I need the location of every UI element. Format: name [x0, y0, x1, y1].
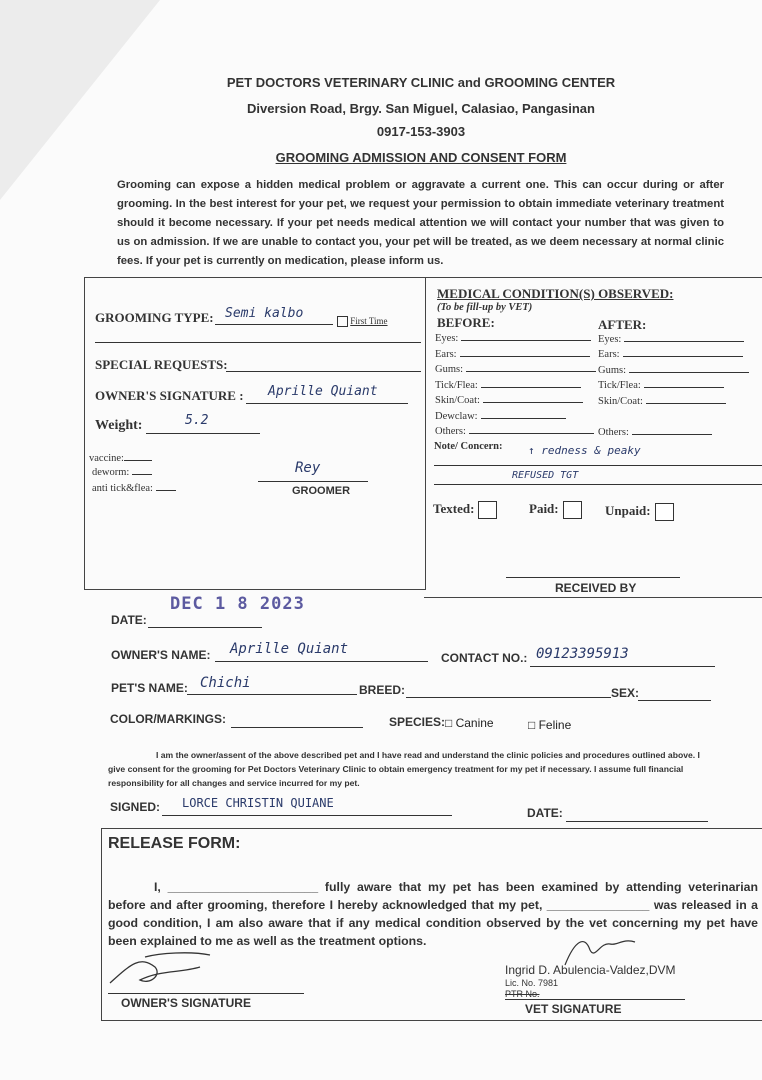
unpaid-field[interactable]: Unpaid:: [605, 503, 674, 521]
medical-title: MEDICAL CONDITION(S) OBSERVED:: [437, 286, 674, 301]
first-time-checkbox[interactable]: [337, 316, 388, 327]
after-item[interactable]: Tick/Flea:: [598, 380, 724, 391]
before-item[interactable]: Skin/Coat:: [435, 395, 583, 406]
after-label: AFTER:: [598, 317, 647, 332]
release-title: RELEASE FORM:: [108, 835, 241, 852]
before-item[interactable]: Tick/Flea:: [435, 380, 581, 391]
pet-name-value[interactable]: Chichi: [200, 675, 251, 691]
before-item[interactable]: Gums:: [435, 364, 596, 375]
owner-signature-value[interactable]: Aprille Quiant: [268, 384, 378, 399]
vet-name: Ingrid D. Abulencia-Valdez,DVM: [505, 963, 676, 977]
groomer-label: GROOMER: [292, 485, 351, 497]
owner-name-value[interactable]: Aprille Quiant: [230, 641, 349, 657]
owner-signature-scribble: [100, 945, 220, 995]
signed-value[interactable]: LORCE CHRISTIN QUIANE: [182, 796, 334, 810]
before-item[interactable]: Ears:: [435, 349, 590, 360]
paid-field[interactable]: Paid:: [529, 501, 582, 519]
groomer-signature[interactable]: Rey: [295, 460, 321, 476]
note-label: Note/ Concern:: [434, 441, 503, 452]
clinic-phone: 0917-153-3903: [376, 124, 466, 139]
after-item[interactable]: Eyes:: [598, 334, 744, 345]
owner-signature-label: OWNER'S SIGNATURE :: [95, 388, 244, 403]
folded-corner: [0, 0, 160, 200]
sex-label: SEX:: [611, 686, 640, 700]
signed-date-label: DATE:: [527, 806, 563, 820]
vaccine-label: vaccine:: [89, 453, 152, 464]
first-time-label: First Time: [350, 316, 388, 326]
deworm-label: deworm:: [92, 467, 152, 478]
intro-paragraph: Grooming can expose a hidden medical problem or aggravate a current one. This can occur during or after grooming. In the best interest for your pet, we request your permission to obtain immediate veterinary treatment should it become necessary. If your pet needs medical attention we will contact your number that was given to us on admission. If we are unable to contact you, your pet will be treated, as we deem necessary at normal clinic fees. If your pet is currently on medication, please inform us.: [117, 179, 724, 267]
weight-value[interactable]: 5.2: [185, 413, 209, 428]
after-item[interactable]: Others:: [598, 427, 712, 438]
date-stamp: DEC 1 8 2023: [170, 594, 305, 614]
species-label: SPECIES:: [389, 715, 446, 729]
vet-ptr: PTR No.: [505, 989, 540, 999]
owner-signature-label-release: OWNER'S SIGNATURE: [121, 996, 251, 1010]
breed-label: BREED:: [359, 683, 406, 697]
medical-subtitle: (To be fill-up by VET): [437, 302, 533, 313]
release-paragraph: I, ______________________ fully aware that my pet has been examined by attending veterinarian before and after grooming, therefore I hereby acknowledged that my pet, _______________ was released in a good condition, I am also aware that if any medical condition observed by the vet concerning my pet have been explained to me as well as the treatment options.: [108, 880, 758, 948]
after-item[interactable]: Ears:: [598, 349, 743, 360]
antitick-label: anti tick&flea:: [92, 483, 176, 494]
clinic-address: Diversion Road, Brgy. San Miguel, Calasiao, Pangasinan: [247, 101, 595, 116]
vet-signature-label: VET SIGNATURE: [525, 1002, 622, 1016]
special-requests-label: SPECIAL REQUESTS:: [95, 357, 228, 372]
date-label: DATE:: [111, 613, 147, 627]
received-by-label: RECEIVED BY: [555, 581, 637, 595]
note-value-2[interactable]: REFUSED TGT: [512, 470, 579, 481]
form-title: GROOMING ADMISSION AND CONSENT FORM: [275, 150, 567, 165]
color-label: COLOR/MARKINGS:: [110, 712, 226, 726]
weight-label: Weight:: [95, 418, 143, 433]
before-item[interactable]: Dewclaw:: [435, 411, 566, 422]
clinic-name: PET DOCTORS VETERINARY CLINIC and GROOMING CENTER: [226, 75, 616, 90]
grooming-type-label: GROOMING TYPE:: [95, 310, 214, 325]
canine-option[interactable]: □ Canine: [445, 716, 494, 730]
consent-paragraph: I am the owner/assent of the above described pet and I have read and understand the clinic policies and procedures outlined above. I give consent for the grooming for Pet Doctors Veterinary Clinic to obtain emergency treatment for my pet if necessary. I assume full financial responsibility for all changes and service incurred for my pet.: [108, 750, 700, 788]
signed-label: SIGNED:: [110, 800, 161, 814]
contact-value[interactable]: 09123395913: [536, 646, 629, 662]
feline-option[interactable]: □ Feline: [528, 718, 572, 732]
contact-label: CONTACT NO.:: [441, 651, 528, 665]
after-item[interactable]: Skin/Coat:: [598, 396, 726, 407]
note-value[interactable]: ↑ redness & peaky: [528, 444, 641, 457]
owner-name-label: OWNER'S NAME:: [111, 648, 211, 662]
after-item[interactable]: Gums:: [598, 365, 749, 376]
grooming-type-value[interactable]: Semi kalbo: [225, 306, 304, 321]
before-item[interactable]: Eyes:: [435, 333, 591, 344]
pet-name-label: PET'S NAME:: [111, 681, 188, 695]
before-item[interactable]: Others:: [435, 426, 594, 437]
vet-license: Lic. No. 7981: [505, 978, 559, 988]
before-label: BEFORE:: [437, 315, 495, 330]
texted-field[interactable]: Texted:: [433, 501, 497, 519]
